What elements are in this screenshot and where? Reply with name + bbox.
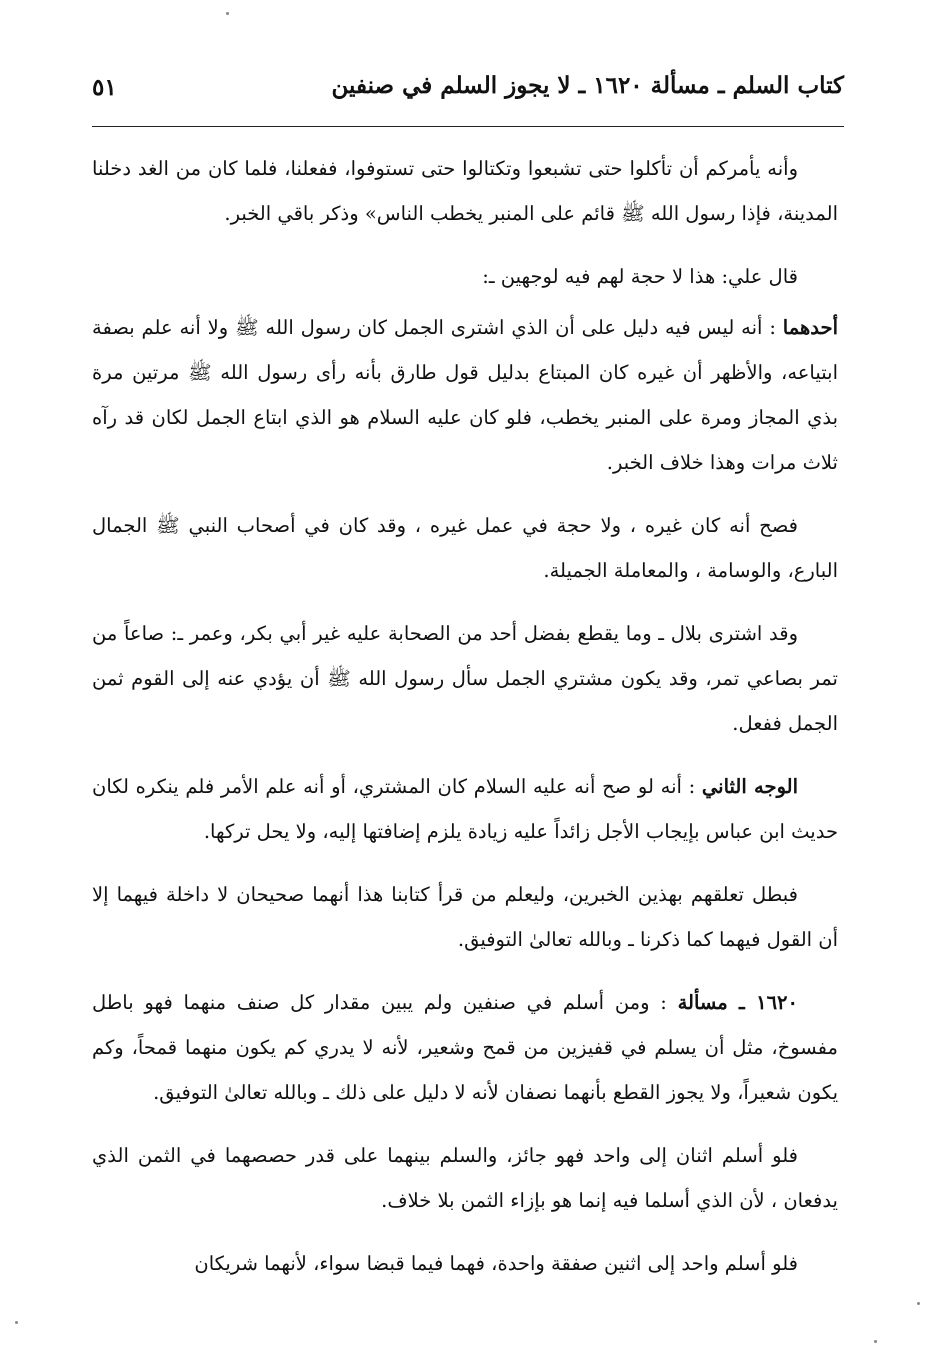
paragraph-text: فبطل تعلقهم بهذين الخبرين، وليعلم من قرأ كتابنا هذا أنهما صحيحان لا داخلة فيهما إلا أن القول فيهما كما ذكرنا ـ وبالله تعالىٰ التوفيق. bbox=[92, 883, 838, 951]
paragraph-text: قال علي: هذا لا حجة لهم فيه لوجهين ـ: bbox=[482, 265, 798, 288]
scan-speck bbox=[15, 1321, 18, 1324]
scan-speck bbox=[226, 12, 229, 15]
paragraph bbox=[92, 611, 838, 746]
paragraph bbox=[92, 305, 838, 485]
paragraph-lead: ١٦٢٠ ـ مسألة bbox=[677, 991, 798, 1014]
paragraph-text: : أنه ليس فيه دليل على أن الذي اشترى الجمل كان رسول الله ﷺ ولا أنه علم بصفة ابتياعه، والأظهر أن غيره كان المبتاع بدليل قول طارق بأنه رأى رسول الله ﷺ مرتين مرة بذي المجاز ومرة على المنبر يخطب، فلو كان عليه السلام هو الذي ابتاع الجمل لكان قد رآه ثلاث مرات وهذا خلاف الخبر. bbox=[92, 316, 838, 474]
paragraph bbox=[92, 503, 838, 593]
paragraph bbox=[92, 1133, 838, 1223]
paragraph bbox=[92, 764, 838, 854]
paragraph-text: وقد اشترى بلال ـ وما يقطع بفضل أحد من الصحابة عليه غير أبي بكر، وعمر ـ: صاعاً من تمر بصاعي تمر، وقد يكون مشتري الجمل سأل رسول الله ﷺ أن يؤدي عنه إلى القوم ثمن الجمل ففعل. bbox=[92, 622, 838, 735]
header-rule bbox=[92, 126, 844, 127]
running-title: كتاب السلم ـ مسألة ١٦٢٠ ـ لا يجوز السلم في صنفين bbox=[331, 72, 844, 99]
paragraph-text: فصح أنه كان غيره ، ولا حجة في عمل غيره ، وقد كان في أصحاب النبي ﷺ الجمال البارع، والوسامة ، والمعاملة الجميلة. bbox=[92, 514, 838, 582]
paragraph-lead: الوجه الثاني bbox=[701, 775, 799, 798]
paragraph-lead: أحدهما bbox=[782, 316, 839, 339]
paragraph bbox=[92, 980, 838, 1115]
paragraph bbox=[92, 146, 838, 236]
scan-speck bbox=[917, 1302, 920, 1305]
scan-speck bbox=[874, 1340, 877, 1343]
paragraph bbox=[92, 254, 838, 299]
page-number: ٥١ bbox=[92, 74, 117, 101]
paragraph-text: : أنه لو صح أنه عليه السلام كان المشتري، أو أنه علم الأمر فلم ينكره لكان حديث ابن عباس بإيجاب الأجل زائداً عليه زيادة يلزم إضافتها إليه، ولا يحل تركها. bbox=[92, 775, 838, 843]
paragraph-text: فلو أسلم واحد إلى اثنين صفقة واحدة، فهما فيما قبضا سواء، لأنهما شريكان bbox=[194, 1252, 798, 1275]
paragraph-text: فلو أسلم اثنان إلى واحد فهو جائز، والسلم بينهما على قدر حصصهما في الثمن الذي يدفعان ، لأن الذي أسلما فيه إنما هو بإزاء الثمن بلا خلاف. bbox=[92, 1144, 838, 1212]
paragraph-text: وأنه يأمركم أن تأكلوا حتى تشبعوا وتكتالوا حتى تستوفوا، ففعلنا، فلما كان من الغد دخلنا المدينة، فإذا رسول الله ﷺ قائم على المنبر يخطب الناس» وذكر باقي الخبر. bbox=[92, 157, 838, 225]
body-text bbox=[92, 146, 838, 1304]
paragraph-text: : ومن أسلم في صنفين ولم يبين مقدار كل صنف منهما فهو باطل مفسوخ، مثل أن يسلم في قفيزين من قمح وشعير، لأنه لا يدري كم يكون منهما قمحاً، وكم يكون شعيراً، ولا يجوز القطع بأنهما نصفان لأنه لا دليل على ذلك ـ وبالله تعالىٰ التوفيق. bbox=[92, 991, 838, 1104]
paragraph bbox=[92, 872, 838, 962]
page-header bbox=[92, 72, 844, 116]
paragraph bbox=[92, 1241, 838, 1286]
